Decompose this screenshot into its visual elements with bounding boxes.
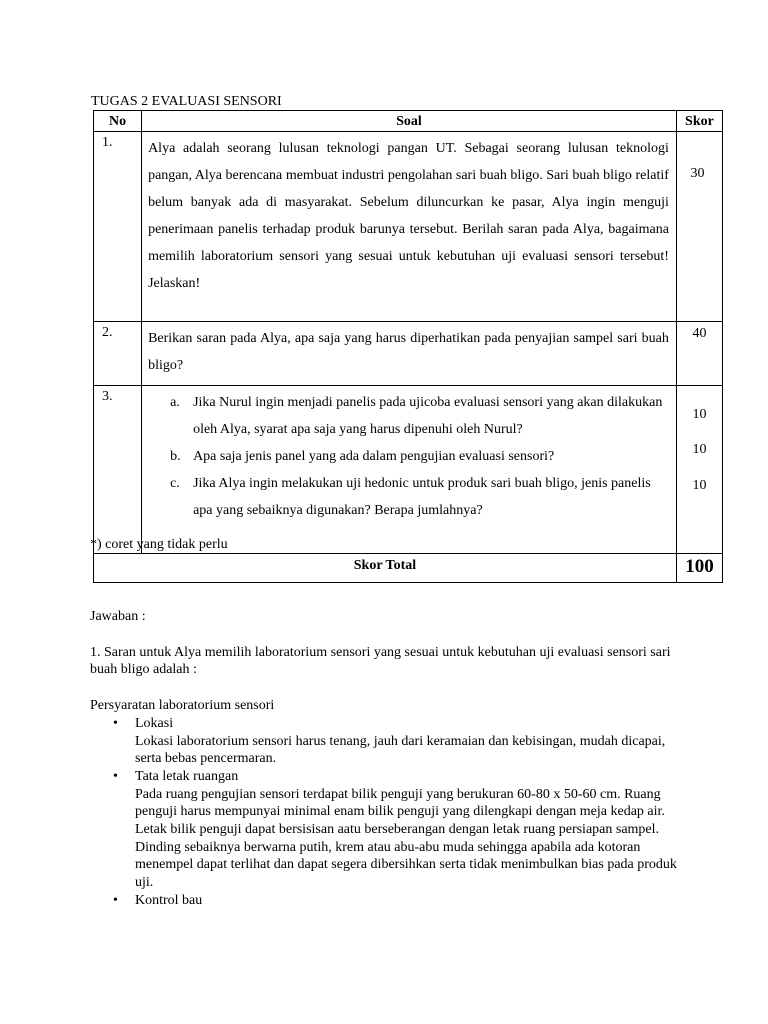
score-list xyxy=(677,386,722,495)
question-cell xyxy=(142,322,677,386)
table-row xyxy=(94,386,723,554)
bullet-icon: • xyxy=(113,768,118,784)
list-item xyxy=(90,768,690,892)
score-cell xyxy=(676,322,722,386)
footnote: *) coret yang tidak perlu xyxy=(90,537,228,552)
requirement-title: Lokasi xyxy=(135,715,174,731)
question-cell xyxy=(142,132,677,322)
answer-section xyxy=(90,608,690,910)
header-soal: Soal xyxy=(142,111,677,132)
total-row xyxy=(94,554,723,583)
list-item xyxy=(148,389,669,443)
score-value: 40 xyxy=(692,326,707,341)
subquestion-list xyxy=(148,389,669,524)
document-title: TUGAS 2 EVALUASI SENSORI xyxy=(91,94,282,109)
row-number: 3. xyxy=(94,386,142,554)
table-header-row xyxy=(94,111,723,132)
list-item xyxy=(148,470,669,524)
requirement-title: Kontrol bau xyxy=(135,892,203,908)
requirement-desc: Pada ruang pengujian sensori terdapat bilik penguji yang berukuran 60-80 x 50-60 cm. Ruang penguji harus mempunyai minimal enam bilik penguji yang dilengkapi dengan meja kedap air. Letak bilik penguji dapat bersisisan aatu berseberangan dengan letak ruang persiapan sampel. Dinding sebaiknya berwarna putih, krem atau abu-abu muda sehingga apabila ada kotoran menempel dapat terlihat dan dapat segera dibersihkan serta tidak menimbulkan bias pada produk uji. xyxy=(135,786,677,891)
row-number: 2. xyxy=(94,322,142,386)
requirement-title: Tata letak ruangan xyxy=(135,768,239,784)
subquestion-text: Apa saja jenis panel yang ada dalam pengujian evaluasi sensori? xyxy=(193,449,555,464)
row-number: 1. xyxy=(94,132,142,322)
list-item xyxy=(148,443,669,470)
requirements-list xyxy=(90,715,690,910)
answer-heading: Jawaban : xyxy=(90,609,146,624)
score-cell xyxy=(676,132,722,322)
question-text: Berikan saran pada Alya, apa saja yang harus diperhatikan pada penyajian sampel sari buah bligo? xyxy=(148,331,669,373)
questions-table xyxy=(93,110,723,583)
subquestion-text: Jika Alya ingin melakukan uji hedonic untuk produk sari buah bligo, jenis panelis apa yang sebaiknya digunakan? Berapa jumlahnya? xyxy=(193,476,651,518)
header-no: No xyxy=(94,111,142,132)
table-row xyxy=(94,322,723,386)
question-cell xyxy=(142,386,677,554)
header-skor: Skor xyxy=(676,111,722,132)
total-label: Skor Total xyxy=(94,554,677,583)
list-marker: a. xyxy=(170,395,180,410)
answer-intro: 1. Saran untuk Alya memilih laboratorium sensori yang sesuai untuk kebutuhan uji evaluasi sensori sari buah bligo adalah : xyxy=(90,644,671,678)
list-marker: c. xyxy=(170,476,180,491)
question-text: Alya adalah seorang lulusan teknologi pangan UT. Sebagai seorang lulusan teknologi pangan, Alya berencana membuat industri pengolahan sari buah bligo. Sari buah bligo relatif belum banyak ada di masyarakat. Sebelum diluncurkan ke pasar, Alya ingin menguji penerimaan panelis terhadap produk barunya tersebut. Berilah saran pada Alya, bagaimana memilih laboratorium sensori yang sesuai untuk kebutuhan uji evaluasi sensori tersebut! Jelaskan! xyxy=(148,141,669,291)
bullet-icon: • xyxy=(113,892,118,908)
list-item xyxy=(90,892,690,910)
subquestion-text: Jika Nurul ingin menjadi panelis pada ujicoba evaluasi sensori yang akan dilakukan oleh Alya, syarat apa saja yang harus dipenuhi oleh Nurul? xyxy=(193,395,663,437)
score-value: 10 xyxy=(692,442,707,457)
table-row xyxy=(94,132,723,322)
bullet-icon: • xyxy=(113,715,118,731)
score-value: 10 xyxy=(692,407,707,422)
requirements-title: Persyaratan laboratorium sensori xyxy=(90,698,275,714)
total-value: 100 xyxy=(676,554,722,583)
score-value: 10 xyxy=(692,478,707,493)
score-value: 30 xyxy=(690,166,705,181)
list-item xyxy=(90,715,690,768)
requirement-desc: Lokasi laboratorium sensori harus tenang, jauh dari keramaian dan kebisingan, mudah dicapai, serta bebas pencermaran. xyxy=(135,733,666,767)
list-marker: b. xyxy=(170,449,181,464)
score-cell xyxy=(676,386,722,554)
